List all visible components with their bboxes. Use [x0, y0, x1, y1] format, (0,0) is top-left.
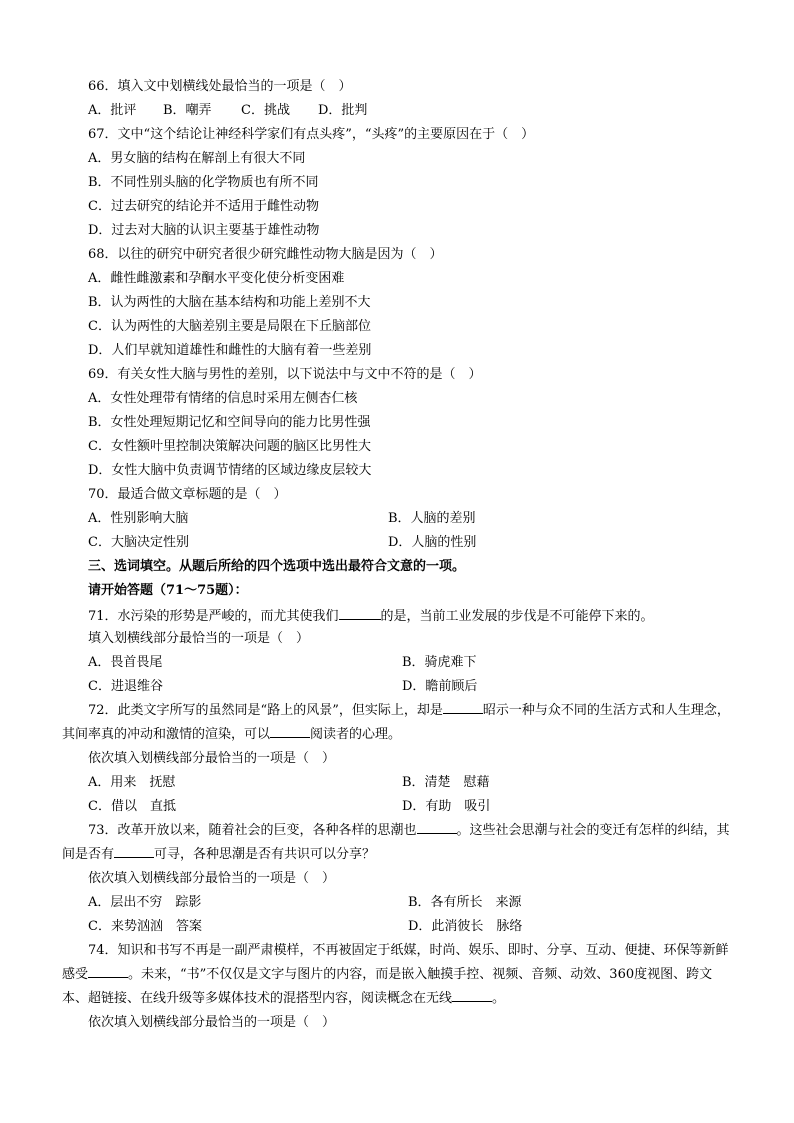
q68-option-d: D．人们早就知道雄性和雌性的大脑有着一些差别	[88, 343, 372, 358]
q66-option-a: A．批评	[88, 103, 137, 118]
q69-option-b: B．女性处理短期记忆和空间导向的能力比男性强	[88, 415, 371, 430]
q67-option-b: B．不同性别头脑的化学物质也有所不同	[88, 175, 319, 190]
q72-option-a: A．用来 抚慰	[88, 775, 176, 790]
q74-stem: 74．知识和书写不再是一副严肃模样，不再被固定于纸媒，时尚、娱乐、即时、分享、互动、便捷、环保等新鲜感受 。未来，“书”不仅仅是文字与图片的内容，而是嵌入触摸手控、视频、音频、动效、360度视图、跨文本、超链接、在线升级等多媒体技术的混搭型内容，阅读概念在无线 。	[62, 943, 729, 1006]
q73-stem: 73．改革开放以来，随着社会的巨变，各种各样的思潮也 。这些社会思潮与社会的变迁有怎样的纠结，其间是否有 可寻，各种思潮是否有共识可以分享？	[62, 819, 734, 867]
q70-option-a: A．性别影响大脑	[88, 511, 189, 526]
fill-blank	[270, 724, 310, 738]
q72-option-c: C．借以 直抵	[88, 799, 176, 814]
q71-option-d: D．瞻前顾后	[402, 679, 478, 694]
q66-option-c: C．挑战	[241, 103, 290, 118]
q68-stem: 68．以往的研究中研究者很少研究雌性动物大脑是因为（ ）	[88, 247, 443, 262]
q74-prompt: 依次填入划横线部分最恰当的一项是（ ）	[88, 1015, 336, 1030]
section-subtitle: 请开始答题（71～75题）：	[88, 583, 248, 598]
q73-option-a: A．层出不穷 踪影	[88, 895, 202, 910]
fill-blank	[114, 844, 154, 858]
q70-option-d: D．人脑的性别	[388, 535, 477, 550]
fill-blank	[452, 988, 492, 1002]
q70-option-b: B．人脑的差别	[388, 511, 476, 526]
q66-option-d: D．批判	[318, 103, 368, 118]
fill-blank	[417, 820, 457, 834]
q72-option-d: D．有助 吸引	[402, 799, 491, 814]
q70-option-c: C．大脑决定性别	[88, 535, 189, 550]
q70-stem: 70．最适合做文章标题的是（ ）	[88, 487, 287, 502]
q69-stem: 69．有关女性大脑与男性的差别，以下说法中与文中不符的是（ ）	[88, 367, 482, 382]
fill-blank	[339, 606, 381, 620]
q69-option-c: C．女性额叶里控制决策解决问题的脑区比男性大	[88, 439, 371, 454]
q73-option-d: D．此消彼长 脉络	[408, 919, 523, 934]
q69-option-a: A．女性处理带有情绪的信息时采用左侧杏仁核	[88, 391, 358, 406]
q72-prompt: 依次填入划横线部分最恰当的一项是（ ）	[88, 751, 336, 766]
q71-option-a: A．畏首畏尾	[88, 655, 163, 670]
q67-option-a: A．男女脑的结构在解剖上有很大不同	[88, 151, 306, 166]
q71-option-c: C．进退维谷	[88, 679, 163, 694]
q73-prompt: 依次填入划横线部分最恰当的一项是（ ）	[88, 871, 336, 886]
q71-option-b: B．骑虎难下	[402, 655, 477, 670]
q69-option-d: D．女性大脑中负责调节情绪的区域边缘皮层较大	[88, 463, 372, 478]
q67-option-c: C．过去研究的结论并不适用于雌性动物	[88, 199, 319, 214]
q72-option-b: B．清楚 慰藉	[402, 775, 490, 790]
section-title: 三、选词填空。从题后所给的四个选项中选出最符合文意的一项。	[88, 559, 466, 574]
fill-blank	[88, 964, 128, 978]
q71-prompt: 填入划横线部分最恰当的一项是（ ）	[88, 631, 310, 646]
q67-option-d: D．过去对大脑的认识主要基于雄性动物	[88, 223, 320, 238]
q72-stem: 72．此类文字所写的虽然同是“路上的风景”，但实际上，却是 昭示一种与众不同的生活方式和人生理念，其间率真的冲动和激情的渲染，可以 阅读者的心理。	[62, 699, 734, 747]
q73-option-c: C．来势汹汹 答案	[88, 919, 202, 934]
q66-stem: 66．填入文中划横线处最恰当的一项是（ ）	[88, 79, 352, 94]
q71-stem: 71．水污染的形势是严峻的，而尤其使我们 的是，当前工业发展的步伐是不可能停下来的。	[88, 606, 654, 626]
q67-stem: 67．文中“这个结论让神经科学家们有点头疼”，“头疼”的主要原因在于（ ）	[88, 127, 535, 142]
q68-option-a: A．雌性雌激素和孕酮水平变化使分析变困难	[88, 271, 345, 286]
q66-option-b: B．嘲弄	[163, 103, 212, 118]
fill-blank	[443, 700, 483, 714]
q73-option-b: B．各有所长 来源	[408, 895, 522, 910]
q68-option-c: C．认为两性的大脑差别主要是局限在下丘脑部位	[88, 319, 371, 334]
q68-option-b: B．认为两性的大脑在基本结构和功能上差别不大	[88, 295, 371, 310]
